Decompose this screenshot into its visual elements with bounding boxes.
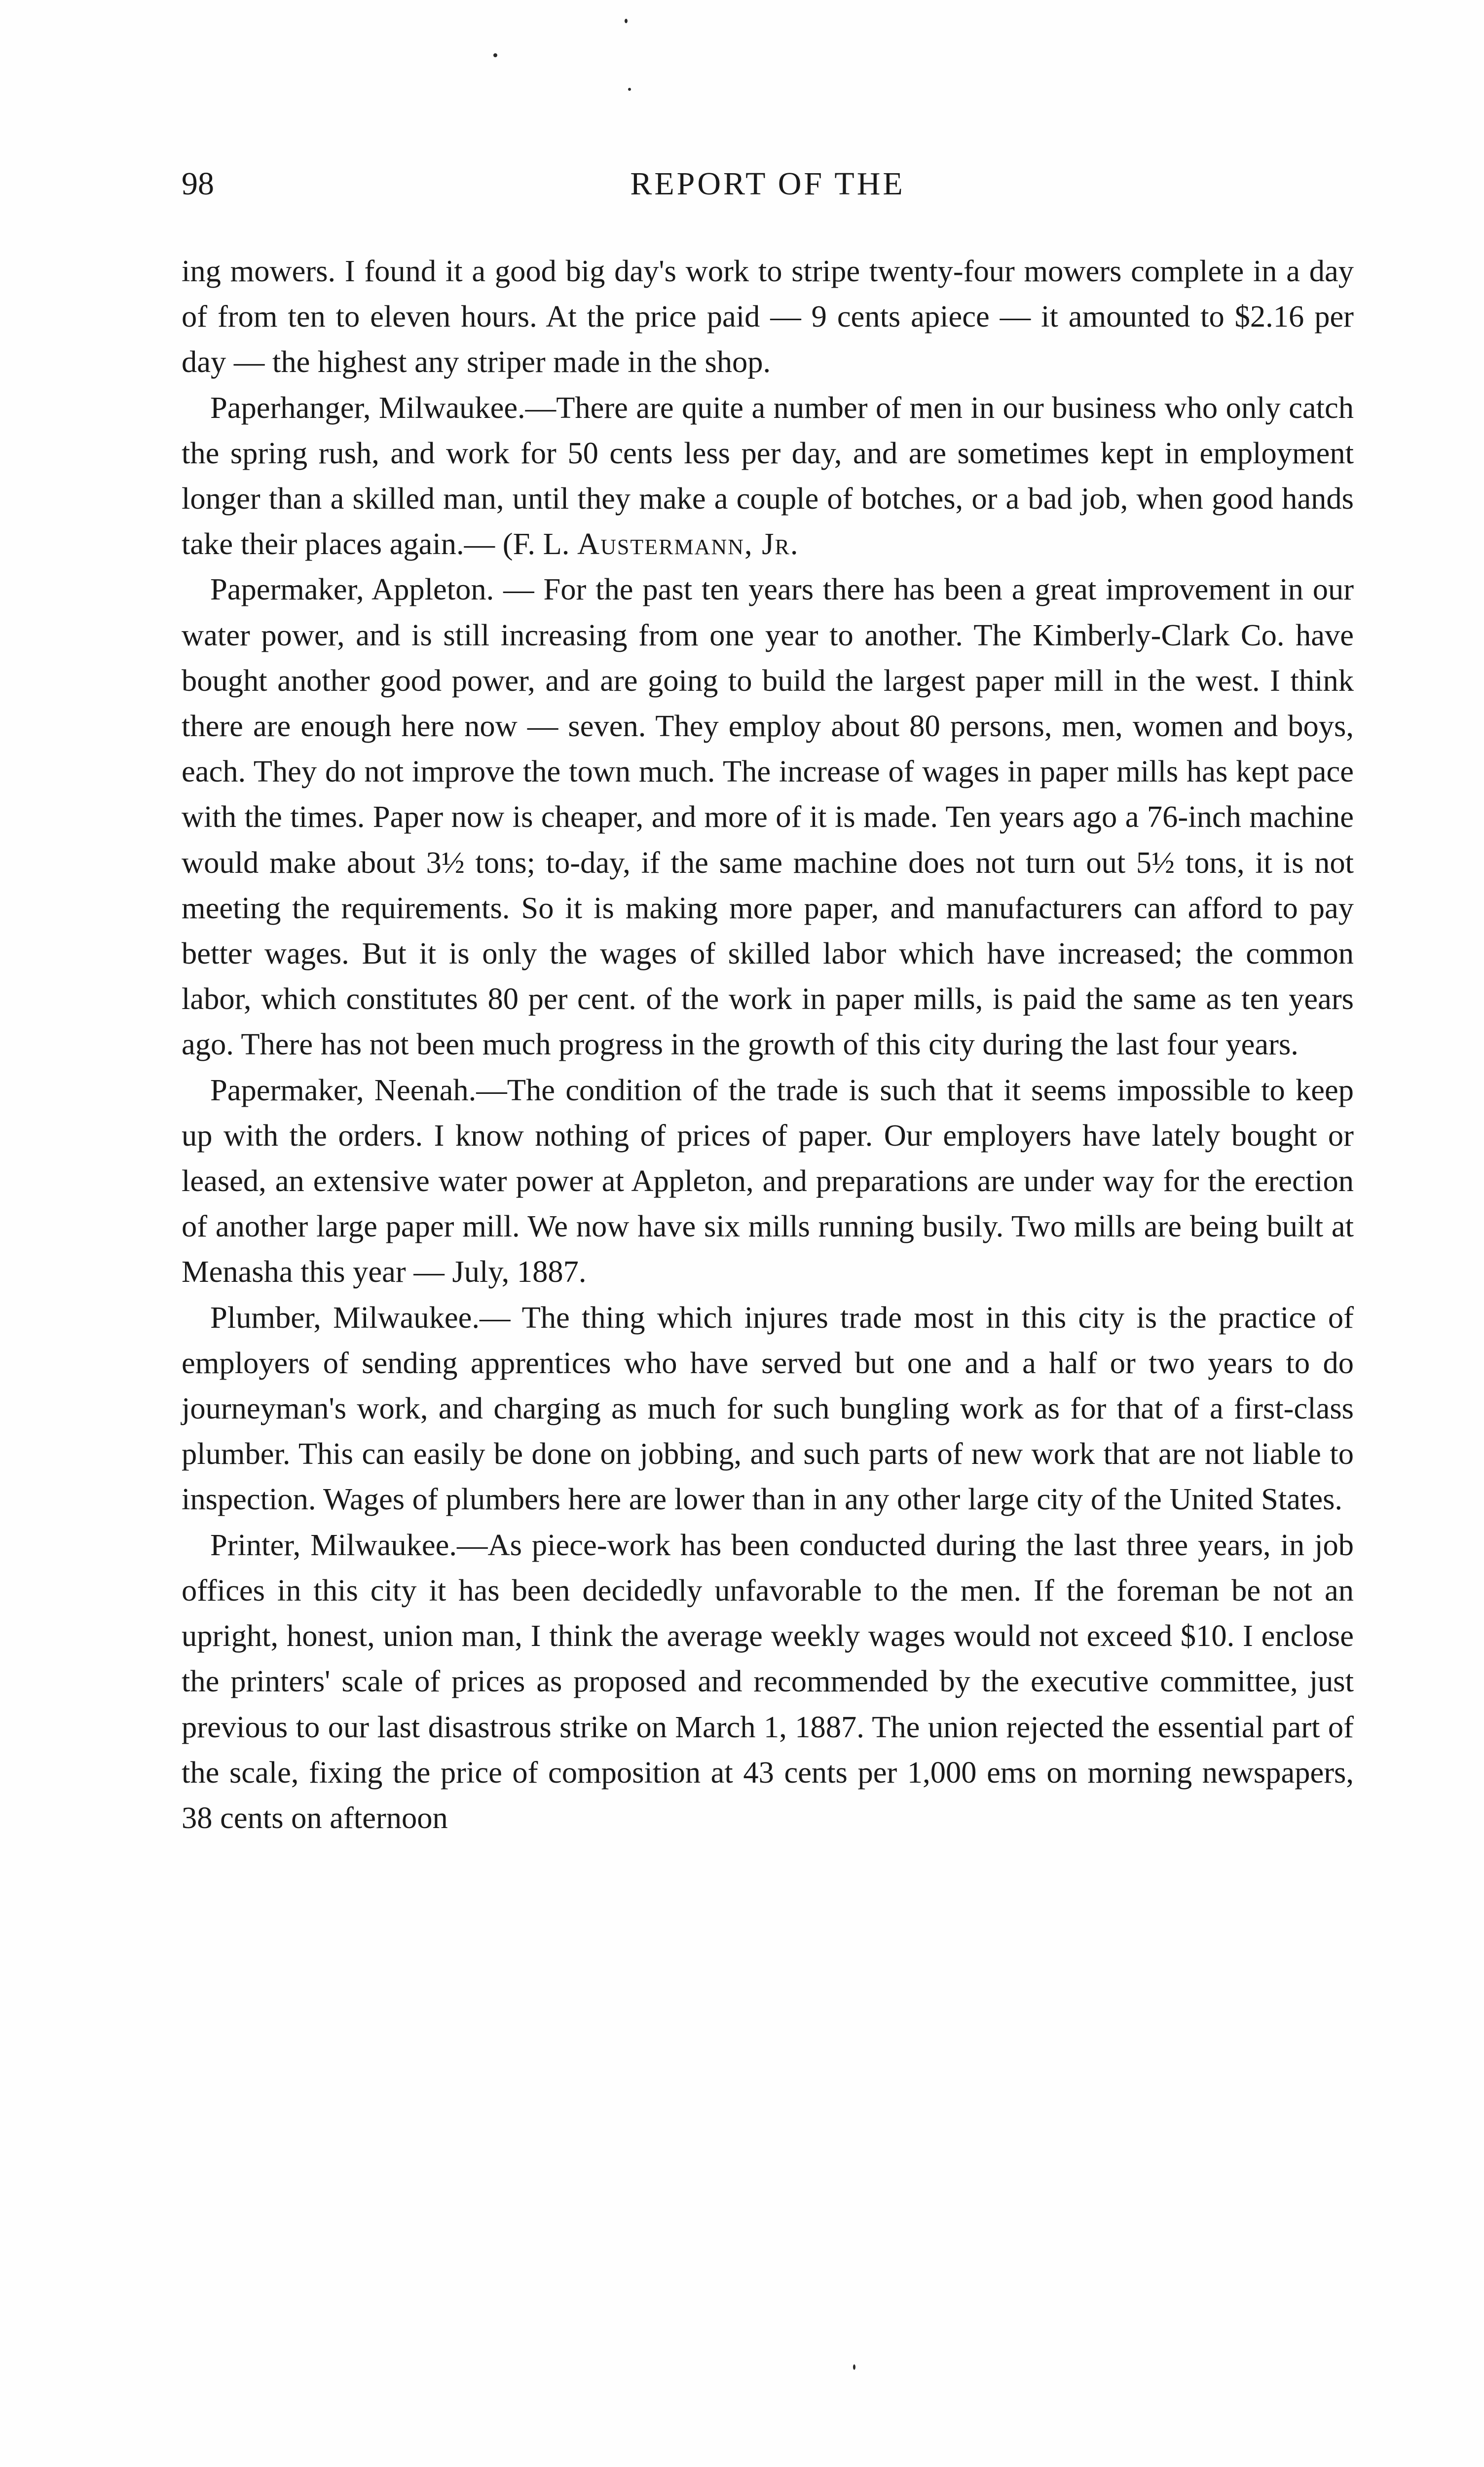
paragraph-lead: Papermaker, Neenah.— — [210, 1072, 507, 1107]
running-head: REPORT OF THE — [630, 166, 905, 202]
paragraph-paperhanger-milwaukee — [182, 385, 1354, 567]
paragraph-text: The thing which injures trade most in this city is the practice of employers of sending apprentices who have served but one and a half or two years to do journeyman's work, and charging as much for such bungling work as for that of a first-class plumber. This can easily be done on jobbing, and such parts of new work that are not liable to inspection. Wages of plumbers here are lower than in any other large city of the United States. — [182, 1300, 1354, 1517]
paragraph-plumber-milwaukee — [182, 1295, 1354, 1522]
scan-speck — [628, 88, 631, 91]
paragraph-papermaker-neenah — [182, 1067, 1354, 1295]
page-number: 98 — [182, 166, 214, 202]
scan-speck — [853, 2364, 855, 2370]
body-text — [182, 248, 1354, 1840]
scan-speck — [625, 19, 628, 23]
paragraph-text: For the past ten years there has been a great improvement in our water power, and is still increasing from one year to another. The Kimberly-Clark Co. have bought another good power, and are going to build the largest paper mill in the west. I think there are enough here now — seven. They employ about 80 persons, men, women and boys, each. They do not improve the town much. The increase of wages in paper mills has kept pace with the times. Paper now is cheaper, and more of it is made. Ten years ago a 76-inch machine would make about 3½ tons; to-day, if the same machine does not turn out 5½ tons, it is not meeting the requirements. So it is making more paper, and manufacturers can afford to pay better wages. But it is only the wages of skilled labor which have increased; the common labor, which constitutes 80 per cent. of the work in paper mills, is paid the same as ten years ago. There has not been much progress in the growth of this city during the last four years. — [182, 572, 1354, 1062]
paragraph-mowers-continued — [182, 248, 1354, 385]
paragraph-signature: Austermann, Jr. — [577, 526, 799, 561]
paragraph-lead: Papermaker, Appleton. — — [210, 572, 544, 607]
paragraph-lead: Plumber, Milwaukee.— — [210, 1300, 522, 1335]
paragraph-printer-milwaukee — [182, 1522, 1354, 1840]
page-header — [182, 162, 1354, 206]
paragraph-lead: Paperhanger, Milwaukee.— — [210, 390, 556, 425]
scan-speck — [493, 53, 497, 57]
paragraph-text: As piece-work has been conducted during the last three years, in job offices in this city it has been decidedly unfavorable to the men. If the foreman be not an upright, honest, union man, I think the average weekly wages would not exceed $10. I enclose the printers' scale of prices as proposed and recommended by the executive committee, just previous to our last disastrous strike on March 1, 1887. The union rejected the essential part of the scale, fixing the price of composition at 43 cents per 1,000 ems on morning newspapers, 38 cents on afternoon — [182, 1527, 1354, 1835]
paragraph-lead: Printer, Milwaukee.— — [210, 1527, 488, 1562]
paragraph-papermaker-appleton — [182, 566, 1354, 1067]
paragraph-text: ing mowers. I found it a good big day's work to stripe twenty-four mowers complete in a day of from ten to eleven hours. At the price paid — 9 cents apiece — it amounted to $2.16 per day — the highest any striper made in the shop. — [182, 254, 1354, 379]
paragraph-text: The condition of the trade is such that it seems impossible to keep up with the orders. I know nothing of prices of paper. Our employers have lately bought or leased, an extensive water power at Appleton, and preparations are under way for the erection of another large paper mill. We now have six mills running busily. Two mills are being built at Menasha this year — July, 1887. — [182, 1072, 1354, 1289]
paragraph-text: There are quite a number of men in our business who only catch the spring rush, and work for 50 cents less per day, and are sometimes kept in employment longer than a skilled man, until they make a couple of botches, or a bad job, when good hands take their places again.— (F. L. — [182, 390, 1354, 561]
